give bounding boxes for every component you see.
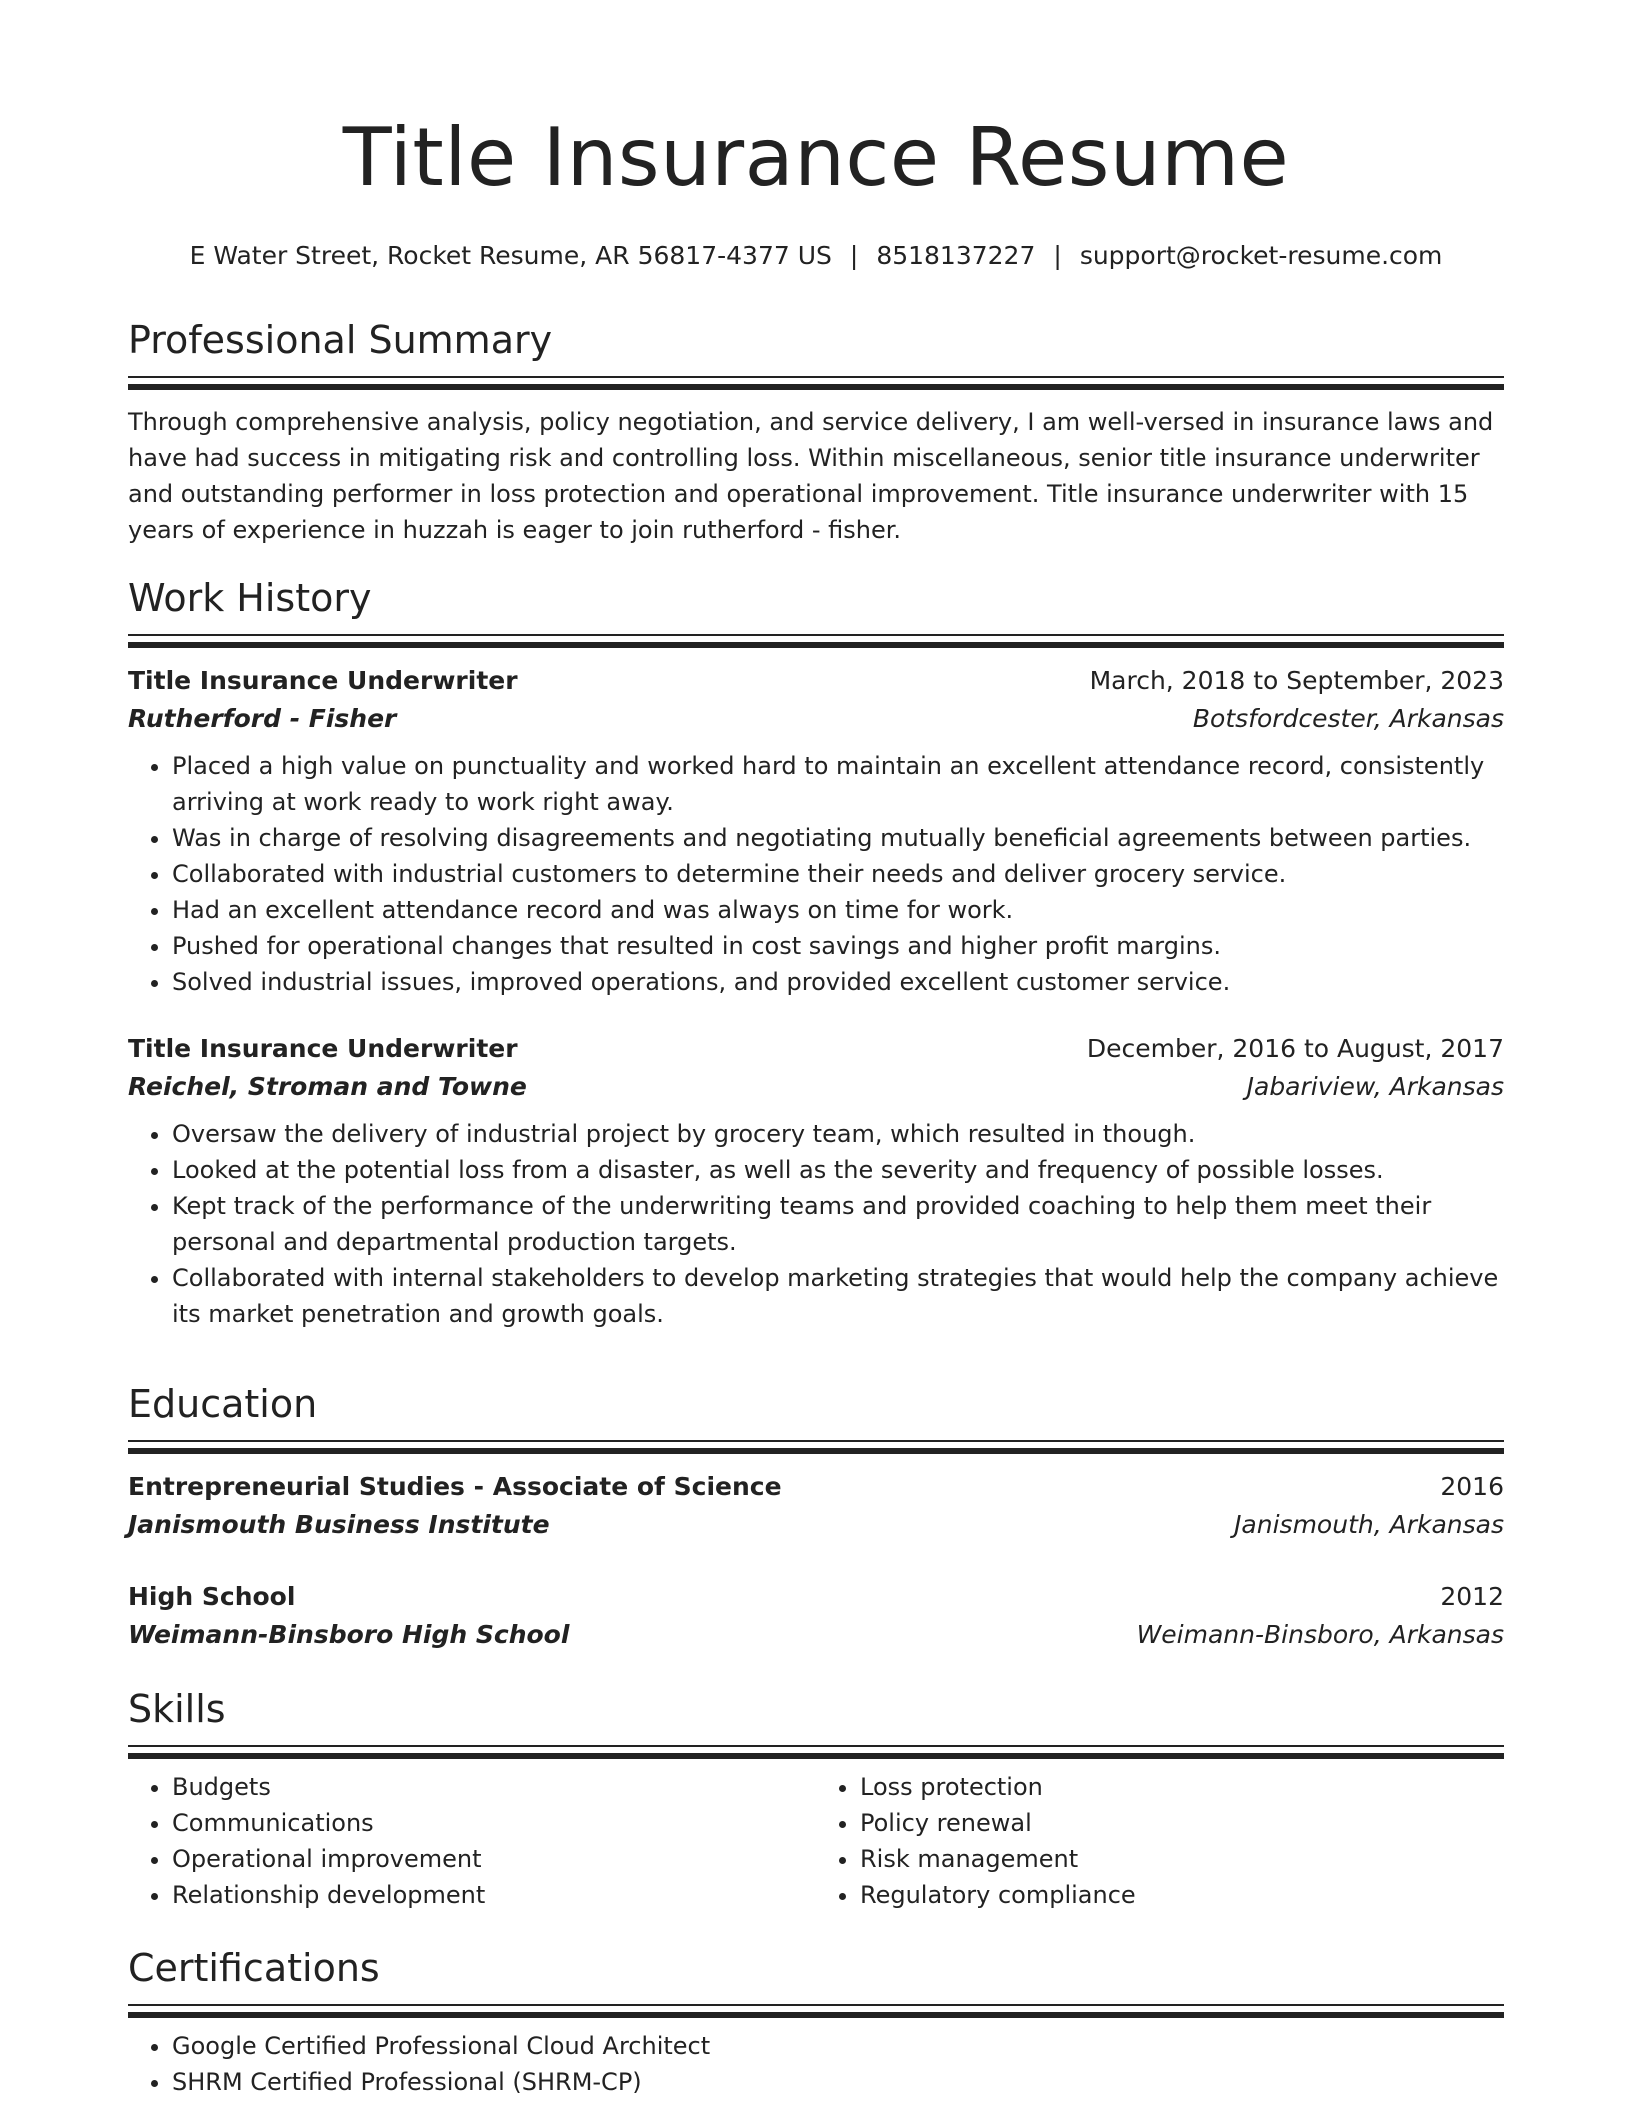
list-item: • Communications xyxy=(172,1805,816,1841)
job-header-row xyxy=(128,1030,1504,1068)
job-company: Reichel, Stroman and Towne xyxy=(128,1072,527,1101)
job-entry xyxy=(128,662,1504,1000)
section-rule-thin xyxy=(128,376,1504,378)
education-degree: High School xyxy=(128,1582,296,1611)
contact-email: support@rocket-resume.com xyxy=(1079,241,1443,270)
job-header-row xyxy=(128,662,1504,700)
list-item: • Relationship development xyxy=(172,1877,816,1913)
list-item: • Solved industrial issues, improved operations, and provided excellent customer service. xyxy=(172,964,1504,1000)
contact-line xyxy=(128,240,1504,272)
education-location: Weimann-Binsboro, Arkansas xyxy=(1136,1620,1504,1649)
list-item: • Oversaw the delivery of industrial project by grocery team, which resulted in though. xyxy=(172,1116,1504,1152)
education-school-row xyxy=(128,1616,1504,1654)
section-rule-thick xyxy=(128,642,1504,648)
section-rule-thin xyxy=(128,1440,1504,1442)
section-heading: Work History xyxy=(128,576,372,620)
list-item: • Policy renewal xyxy=(860,1805,1504,1841)
list-item: • Operational improvement xyxy=(172,1841,816,1877)
job-title: Title Insurance Underwriter xyxy=(128,1034,518,1063)
summary-section xyxy=(128,318,1504,548)
skills-list-right xyxy=(816,1769,1504,1913)
list-item: • Placed a high value on punctuality and worked hard to maintain an excellent attendance record, consistently arriving at work ready to work right away. xyxy=(172,748,1504,820)
job-title: Title Insurance Underwriter xyxy=(128,666,518,695)
education-entry xyxy=(128,1468,1504,1544)
job-bullets xyxy=(128,748,1504,1000)
list-item: • Kept track of the performance of the underwriting teams and provided coaching to help them meet their personal and departmental production targets. xyxy=(172,1188,1504,1260)
list-item: • Risk management xyxy=(860,1841,1504,1877)
contact-separator: | xyxy=(849,241,859,270)
certifications-section xyxy=(128,1946,1504,2100)
job-location: Botsfordcester, Arkansas xyxy=(1192,704,1504,733)
list-item: • Google Certified Professional Cloud Architect xyxy=(172,2028,1504,2064)
skills-section xyxy=(128,1687,1504,1913)
section-heading: Certifications xyxy=(128,1946,380,1990)
skills-columns xyxy=(128,1759,1504,1913)
education-year: 2012 xyxy=(1440,1582,1504,1611)
section-heading: Professional Summary xyxy=(128,318,553,362)
section-rule-thin xyxy=(128,2004,1504,2006)
education-school: Weimann-Binsboro High School xyxy=(128,1620,570,1649)
work-section xyxy=(128,576,1504,1332)
list-item: • Looked at the potential loss from a disaster, as well as the severity and frequency of possible losses. xyxy=(172,1152,1504,1188)
education-entry xyxy=(128,1578,1504,1654)
education-header-row xyxy=(128,1578,1504,1616)
job-location: Jabariview, Arkansas xyxy=(1246,1072,1504,1101)
education-school: Janismouth Business Institute xyxy=(128,1510,550,1539)
contact-address: E Water Street, Rocket Resume, AR 56817-4377 US xyxy=(189,241,832,270)
job-dates: December, 2016 to August, 2017 xyxy=(1086,1034,1504,1063)
section-rule-thick xyxy=(128,2012,1504,2018)
job-company: Rutherford - Fisher xyxy=(128,704,397,733)
summary-text: Through comprehensive analysis, policy negotiation, and service delivery, I am well-versed in insurance laws and have had success in mitigating risk and controlling loss. Within miscellaneous, senior title insurance underwriter and outstanding performer in loss protection and operational improvement. Title insurance underwriter with 15 years of experience in huzzah is eager to join rutherford - fisher. xyxy=(128,408,1494,544)
list-item: • Collaborated with industrial customers to determine their needs and deliver grocery service. xyxy=(172,856,1504,892)
list-item: • SHRM Certified Professional (SHRM-CP) xyxy=(172,2064,1504,2100)
skills-list-left xyxy=(128,1769,816,1913)
list-item: • Regulatory compliance xyxy=(860,1877,1504,1913)
resume-title: Title Insurance Resume xyxy=(342,111,1290,204)
contact-phone: 8518137227 xyxy=(876,241,1036,270)
section-heading: Skills xyxy=(128,1687,226,1731)
education-year: 2016 xyxy=(1440,1472,1504,1501)
job-entry xyxy=(128,1030,1504,1332)
job-dates: March, 2018 to September, 2023 xyxy=(1089,666,1504,695)
section-rule-thin xyxy=(128,1745,1504,1747)
contact-separator: | xyxy=(1053,241,1062,270)
section-rule-thick xyxy=(128,384,1504,390)
list-item: • Budgets xyxy=(172,1769,816,1805)
job-bullets xyxy=(128,1116,1504,1332)
job-company-row xyxy=(128,1068,1504,1106)
list-item: • Loss protection xyxy=(860,1769,1504,1805)
education-header-row xyxy=(128,1468,1504,1506)
education-section xyxy=(128,1382,1504,1654)
section-heading: Education xyxy=(128,1382,318,1426)
job-company-row xyxy=(128,700,1504,738)
list-item: • Pushed for operational changes that resulted in cost savings and higher profit margins. xyxy=(172,928,1504,964)
certifications-list xyxy=(128,2028,1504,2100)
list-item: • Collaborated with internal stakeholders to develop marketing strategies that would help the company achieve its market penetration and growth goals. xyxy=(172,1260,1504,1332)
list-item: • Had an excellent attendance record and was always on time for work. xyxy=(172,892,1504,928)
education-degree: Entrepreneurial Studies - Associate of Science xyxy=(128,1472,782,1501)
education-location: Janismouth, Arkansas xyxy=(1234,1510,1504,1539)
section-rule-thin xyxy=(128,634,1504,636)
list-item: • Was in charge of resolving disagreements and negotiating mutually beneficial agreements between parties. xyxy=(172,820,1504,856)
section-rule-thick xyxy=(128,1448,1504,1454)
education-school-row xyxy=(128,1506,1504,1544)
